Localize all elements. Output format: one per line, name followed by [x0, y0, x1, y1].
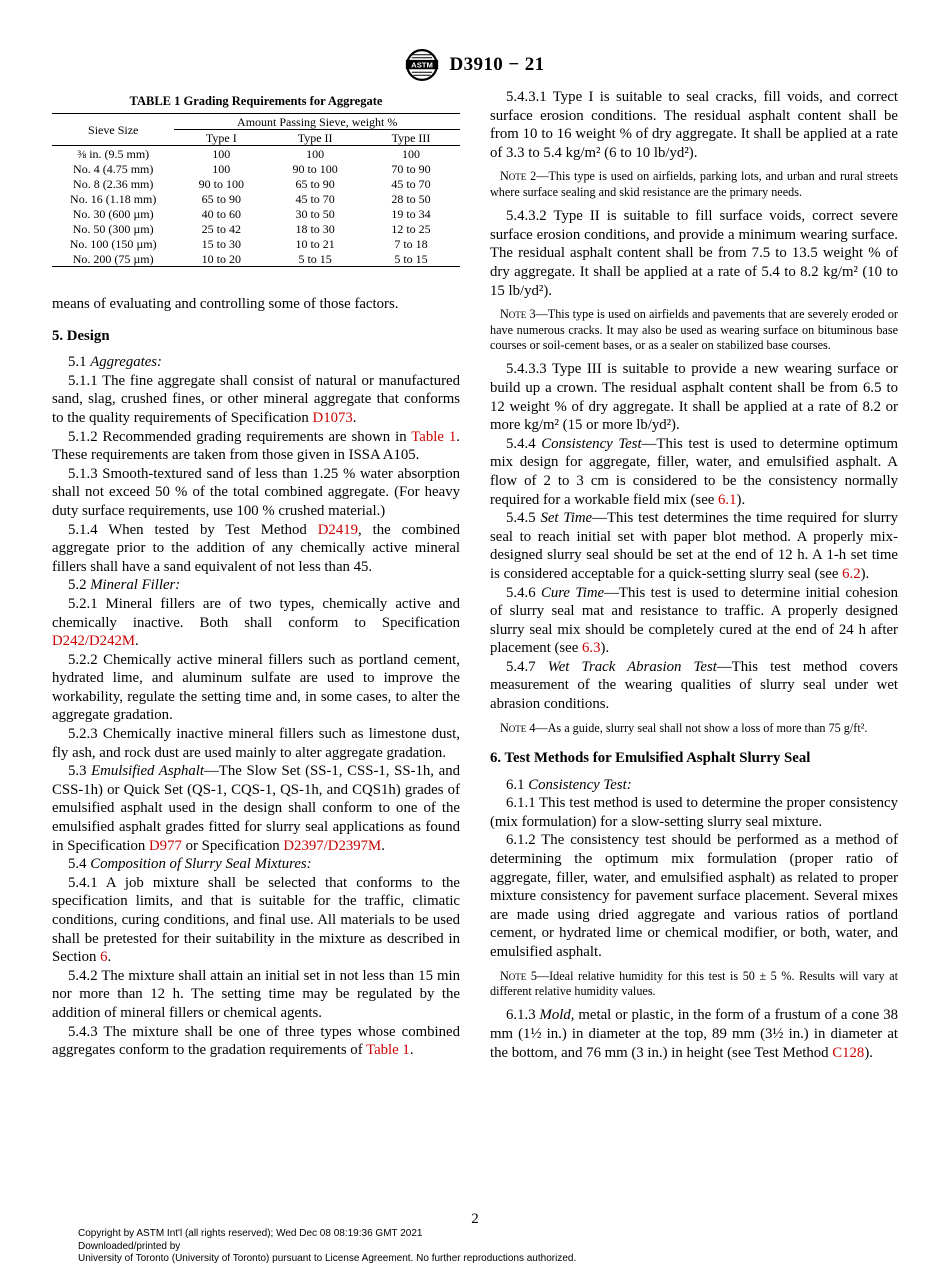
text-run: 5.4.1 A job mixture shall be selected that conforms to the specification limits, and that is suitable for the traffic, climatic conditions, curing conditions, and final use. All materials to be used shall be pretested for their suitability in the mixture as described in Section: [52, 874, 460, 966]
copyright-line-3: University of Toronto (University of Toronto) pursuant to License Agreement. No further reproductions authorized.: [78, 1253, 577, 1265]
table-row: [52, 206, 460, 221]
text-run: Emulsified Asphalt: [91, 763, 205, 780]
body-paragraph: [490, 831, 898, 961]
body-paragraph: [52, 651, 460, 725]
body-paragraph: [490, 435, 898, 509]
text-run: 5.1.4 When tested by Test Method: [68, 521, 318, 538]
value-cell: 100: [306, 146, 325, 161]
sieve-size-cell: No. 30 (600 µm): [72, 206, 154, 221]
text-run: Note 2—: [500, 169, 549, 184]
text-run: 5. Design: [52, 327, 110, 344]
sieve-size-cell: No. 100 (150 µm): [69, 236, 157, 251]
amount-passing-header: Amount Passing Sieve, weight %: [174, 114, 460, 130]
body-paragraph: [490, 658, 898, 714]
value-cell: 5 to 15: [298, 251, 332, 266]
value-cell: 90 to 100: [198, 176, 244, 191]
text-run: Aggregates:: [90, 354, 162, 371]
copyright-line-2: Downloaded/printed by: [78, 1240, 181, 1252]
text-run: Mold: [539, 1007, 571, 1024]
value-cell: 30 to 50: [295, 206, 335, 221]
value-cell: 90 to 100: [292, 161, 338, 176]
section-heading: [490, 749, 898, 768]
body-paragraph: [490, 584, 898, 658]
content-columns: [52, 88, 898, 1062]
reference-link[interactable]: Table 1: [366, 1042, 410, 1059]
text-run: Consistency Test:: [528, 776, 632, 793]
body-paragraph: [490, 207, 898, 300]
text-run: .: [409, 1042, 414, 1059]
reference-link[interactable]: D2397/D2397M: [283, 837, 382, 854]
value-cell: 100: [212, 161, 231, 176]
text-run: 5.2.3 Chemically inactive mineral fillers such as limestone dust, fly ash, and rock dust are used mainly to alter aggregate gradation.: [52, 726, 460, 761]
text-run: 6. Test Methods for Emulsified Asphalt Slurry Seal: [490, 750, 811, 767]
body-paragraph: [52, 725, 460, 762]
text-run: Note 3—: [500, 307, 548, 322]
value-cell: 10 to 20: [201, 251, 241, 266]
text-run: 5.2: [68, 577, 91, 594]
text-run: Composition of Slurry Seal Mixtures:: [90, 856, 312, 873]
body-paragraph: [52, 762, 460, 855]
text-run: 5.4.3 The mixture shall be one of three types whose combined aggregates conform to the gradation requirements of: [52, 1023, 460, 1059]
sieve-size-cell: No. 16 (1.18 mm): [70, 191, 157, 206]
table-1: [52, 94, 460, 267]
grading-table: [52, 113, 460, 267]
text-run: . These requirements are taken from those given in ISSA A105.: [52, 428, 460, 464]
text-run: This type is used on airfields, parking lots, and urban and rural streets where surface sealing and skid resistance are the primary needs.: [490, 169, 898, 199]
page-header: [0, 48, 950, 82]
body-paragraph: [52, 576, 460, 595]
reference-link[interactable]: 6.1: [718, 491, 737, 508]
text-run: This type is used on airfields and pavements that are severely eroded or have numerous cracks. It may also be used as wearing surface on bituminous base courses or soil-cement bases, or as a sealer on stabilized base courses.: [490, 307, 898, 352]
value-cell: 12 to 25: [391, 221, 431, 236]
body-paragraph: [52, 465, 460, 521]
value-cell: 100: [212, 146, 231, 161]
text-run: 5.1.1 The fine aggregate shall consist of natural or manufactured sand, slag, crushed fines, or other mineral aggregate that conforms to the quality requirements of Specification: [52, 372, 460, 426]
reference-link[interactable]: D977: [148, 837, 182, 854]
text-run: 6.1.3: [506, 1007, 540, 1024]
body-paragraph: [52, 855, 460, 874]
body-paragraph: [52, 1023, 460, 1060]
text-run: As a guide, slurry seal shall not show a loss of more than 75 g/ft².: [547, 720, 868, 735]
text-run: .: [381, 837, 385, 854]
reference-link[interactable]: D242/D242M: [52, 633, 136, 650]
table-title: TABLE 1 Grading Requirements for Aggregate: [129, 94, 383, 108]
body-paragraph: [52, 595, 460, 651]
table-row: [52, 251, 460, 267]
text-run: 5.1.3 Smooth-textured sand of less than 1.25 % water absorption shall not exceed 50 % of the total combined aggregate. (For heavy duty surface requirements, use 100 % crushed material.): [52, 465, 460, 519]
text-run: 5.4: [68, 856, 91, 873]
sieve-size-cell: ⅜ in. (9.5 mm): [77, 146, 150, 161]
value-cell: 65 to 90: [201, 191, 241, 206]
body-paragraph: [52, 967, 460, 1023]
reference-link[interactable]: Table 1: [411, 428, 457, 445]
text-run: 5.1: [68, 354, 91, 371]
body-paragraph: [52, 295, 460, 314]
text-run: Note 4—: [500, 720, 548, 735]
type-iii-header: Type III: [362, 130, 460, 146]
value-cell: 25 to 42: [201, 221, 241, 236]
text-run: Note 5—: [500, 968, 550, 983]
body-paragraph: [490, 1006, 898, 1062]
text-run: 5.4.4: [506, 435, 542, 452]
text-run: —This test method covers measurement of the wearing qualities of slurry seal under wet abrasion conditions.: [490, 658, 898, 713]
text-run: 5.4.6: [506, 584, 541, 601]
reference-link[interactable]: D1073: [312, 409, 353, 426]
value-cell: 18 to 30: [295, 221, 335, 236]
text-run: —This test is used to determine initial cohesion of slurry seal mat and resistance to traffic. A properly designed slurry seal mix should be completely cured at the end of 24 h after placement (see: [490, 584, 898, 657]
note-paragraph: [490, 169, 898, 200]
reference-link[interactable]: 6.2: [842, 565, 861, 582]
value-cell: 100: [402, 146, 421, 161]
text-run: 5.1.2 Recommended grading requirements are shown in: [68, 428, 412, 445]
table-row: [52, 221, 460, 236]
text-run: , the combined aggregate prior to the addition of any chemically active mineral fillers shall have a sand equivalent of not less than 45.: [52, 521, 460, 575]
grading-table-head: [52, 114, 460, 146]
text-run: 5.2.1 Mineral fillers are of two types, chemically active and chemically inactive. Both shall conform to Specification: [52, 595, 460, 631]
text-run: 5.4.3.2 Type II is suitable to fill surface voids, correct severe surface erosion conditions, and provide a minimum wearing surface. The residual asphalt content shall be from 7.5 to 13.5 weight % of dry aggregate. It shall be applied at a rate of 5.4 to 8.2 kg/m² (10 to 15 lb/yd²).: [490, 208, 898, 299]
sieve-size-header: Sieve Size: [52, 114, 174, 146]
astm-logo: [405, 48, 439, 82]
text-run: .: [352, 409, 357, 426]
sieve-size-cell: No. 8 (2.36 mm): [73, 176, 154, 191]
type-ii-header: Type II: [268, 130, 362, 146]
type-i-header: Type I: [174, 130, 268, 146]
text-run: 5.4.5: [506, 510, 541, 527]
reference-link[interactable]: 6.3: [582, 640, 601, 657]
body-paragraph: [52, 372, 460, 428]
value-cell: 70 to 90: [391, 161, 431, 176]
text-run: Cure Time: [540, 584, 605, 601]
text-run: .: [107, 949, 112, 966]
text-run: 5.4.7: [506, 658, 548, 675]
table-row: [52, 146, 460, 162]
text-run: or Specification: [181, 837, 284, 854]
text-run: means of evaluating and controlling some of those factors.: [52, 296, 399, 312]
value-cell: 45 to 70: [295, 191, 335, 206]
body-paragraph: [490, 88, 898, 162]
text-run: 6.1: [506, 776, 529, 793]
body-paragraph: [490, 360, 898, 434]
right-column: [490, 88, 898, 1062]
grading-table-body: [52, 146, 460, 267]
text-run: Set Time: [540, 510, 593, 527]
value-cell: 10 to 21: [295, 236, 335, 251]
text-run: Wet Track Abrasion Test: [547, 658, 717, 675]
text-run: 5.4.3.1 Type I is suitable to seal cracks, fill voids, and correct surface erosion conditions. The residual asphalt content shall be from 10 to 16 weight % of dry aggregate. It shall be applied at a rate of 3.3 to 5.4 kg/m² (6 to 10 lb/yd²).: [490, 89, 898, 161]
svg-text:ASTM: ASTM: [411, 60, 434, 70]
table-header-row: [52, 114, 460, 130]
text-run: Consistency Test: [541, 435, 642, 452]
text-run: , metal or plastic, in the form of a frustum of a cone 38 mm (1½ in.) in diameter at the top, 89 mm (3½ in.) in diameter at the bottom, and 76 mm (3 in.) in height (see Test Method: [490, 1007, 898, 1061]
value-cell: 19 to 34: [391, 206, 431, 221]
body-paragraph: [52, 428, 460, 465]
copyright-block: [78, 1228, 576, 1266]
text-run: ).: [860, 565, 870, 582]
copyright-line-1: Copyright by ASTM Int'l (all rights reserved); Wed Dec 08 08:19:36 GMT 2021: [78, 1228, 423, 1240]
value-cell: 5 to 15: [394, 251, 428, 266]
document-number: D3910 − 21: [449, 54, 545, 75]
text-run: ).: [600, 640, 610, 657]
reference-link[interactable]: D2419: [317, 521, 359, 538]
note-paragraph: [490, 307, 898, 353]
page-number: 2: [471, 1211, 479, 1227]
note-paragraph: [490, 969, 898, 1000]
left-column: [52, 88, 460, 1062]
value-cell: 28 to 50: [391, 191, 431, 206]
body-paragraph: [490, 776, 898, 795]
left-column-text: [52, 295, 460, 1060]
value-cell: 15 to 30: [201, 236, 241, 251]
table-row: [52, 191, 460, 206]
section-heading: [52, 327, 460, 346]
body-paragraph: [490, 794, 898, 831]
text-run: —This test determines the time required for slurry seal to reach initial set with paper blot method. A properly mix-designed slurry seal should be set at the end of 12 h. A 1-h set time is considered acceptable for a quick-setting slurry seal (see: [490, 510, 898, 582]
value-cell: 40 to 60: [201, 206, 241, 221]
text-run: 5.4.3.3 Type III is suitable to provide a new wearing surface or build up a crown. The residual asphalt content shall be from 6.5 to 12 weight % of dry aggregate. It shall be applied at a rate of 8.2 or more kg/m² (15 or more lb/yd²).: [490, 361, 898, 434]
text-run: Ideal relative humidity for this test is 50 ± 5 %. Results will vary at different relative humidity values.: [490, 968, 898, 998]
value-cell: 7 to 18: [394, 236, 428, 251]
text-run: .: [135, 633, 139, 650]
body-paragraph: [490, 509, 898, 583]
sieve-size-cell: No. 200 (75 µm): [72, 251, 154, 266]
text-run: 5.4.2 The mixture shall attain an initial set in not less than 15 min nor more than 12 h. The setting time may be regulated by the addition of mineral fillers or chemical agents.: [52, 967, 460, 1021]
text-run: 5.2.2 Chemically active mineral fillers such as portland cement, hydrated lime, and aluminum sulfate are used to improve the workability, regulate the setting time and, in some cases, to alter the aggregate gradation.: [52, 651, 460, 724]
table-row: [52, 176, 460, 191]
table-row: [52, 161, 460, 176]
text-run: 6.1.1 This test method is used to determine the proper consistency (mix formulation) for a slow-setting slurry seal mixture.: [490, 795, 898, 830]
text-run: —This test is used to determine optimum mix design for aggregate, filler, water, and emulsified asphalt. A flow of 2 to 3 cm is considered to be the consistency normally required for a workable field mix (see: [490, 435, 898, 508]
body-paragraph: [52, 874, 460, 967]
body-paragraph: [52, 353, 460, 372]
text-run: Mineral Filler:: [90, 577, 181, 594]
text-run: 5.3: [68, 763, 92, 780]
note-paragraph: [490, 721, 898, 736]
table-row: [52, 236, 460, 251]
right-column-text: [490, 88, 898, 1062]
text-run: —The Slow Set (SS-1, CSS-1, SS-1h, and CSS-1h) or Quick Set (QS-1, CQS-1, QS-1h, and CQS1h) grades of emulsified asphalt used in the design shall conform to one of the emulsified asphalt grades fitted for slurry seal applications as found in Specification: [52, 763, 460, 854]
reference-link[interactable]: C128: [832, 1044, 865, 1061]
text-run: ).: [864, 1044, 873, 1061]
value-cell: 65 to 90: [295, 176, 335, 191]
body-paragraph: [52, 521, 460, 577]
text-run: 6.1.2 The consistency test should be performed as a method of determining the optimum mix formulation (proper ratio of aggregate, filler, water, and emulsified asphalt) as related to proper mixture consistency for pavement surface placement. Several mixes are made using dried aggregate and various ratios of portland cement, or hydrated lime or chemical modifier, or both, water, and emulsified asphalt.: [490, 832, 898, 960]
sieve-size-cell: No. 4 (4.75 mm): [73, 161, 154, 176]
reference-link[interactable]: 6: [100, 949, 108, 966]
value-cell: 45 to 70: [391, 176, 431, 191]
text-run: ).: [736, 491, 746, 508]
sieve-size-cell: No. 50 (300 µm): [72, 221, 154, 236]
